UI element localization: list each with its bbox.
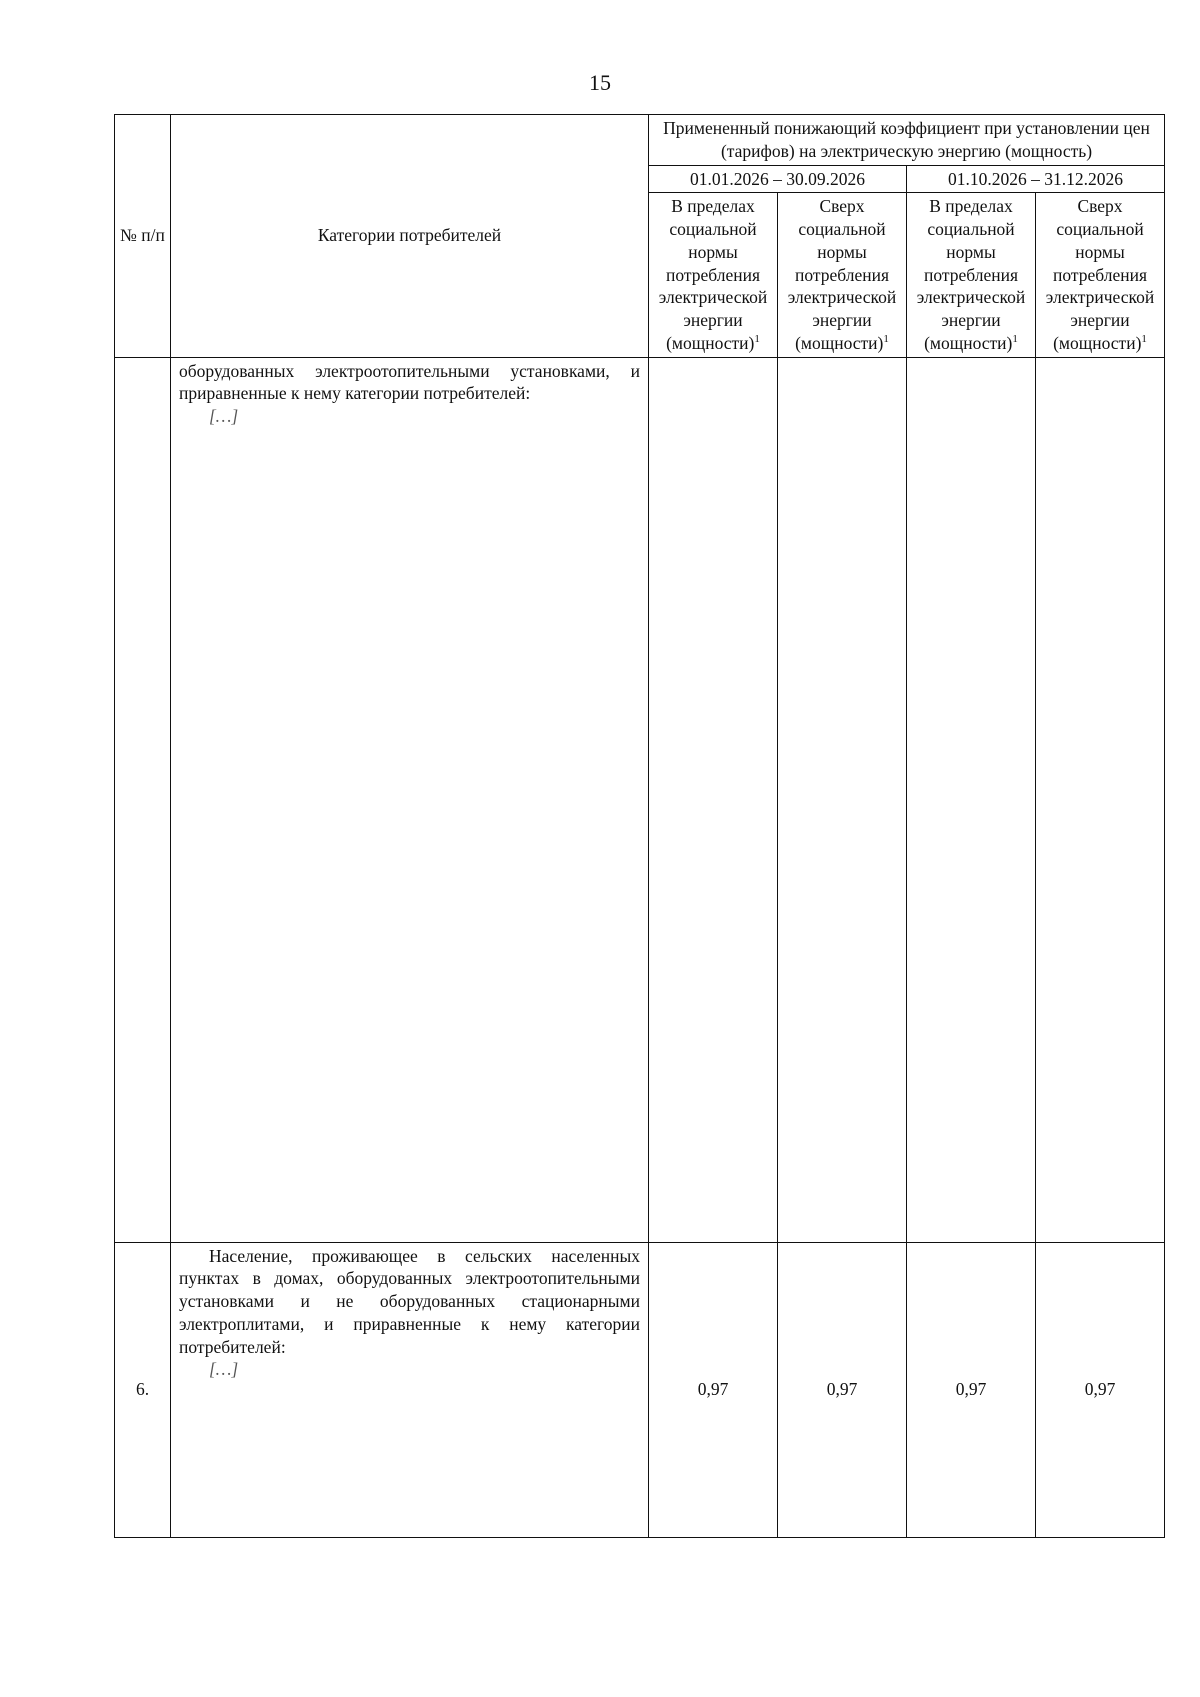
header-within-norm-2: В пределах социальной нормы потребления электрической энергии (мощности)$^1$	[907, 193, 1036, 357]
page-number: 15	[589, 70, 611, 95]
row-number: 6.	[115, 1242, 171, 1537]
header-above-norm-2: Сверх социальной нормы потребления электрической энергии (мощности)$^1$	[1036, 193, 1165, 357]
value-cell	[649, 357, 778, 1242]
table-row	[115, 357, 1165, 1242]
header-period-2: 01.10.2026 – 31.12.2026	[907, 165, 1165, 193]
coefficient-value: 0,97	[1036, 1242, 1165, 1537]
header-period-1: 01.01.2026 – 30.09.2026	[649, 165, 907, 193]
category-cell: Население, проживающее в сельских населенных пунктах в домах, оборудованных электроотопительными установками и не оборудованных стационарными электроплитами, и приравненные к нему категории потребителей: […]	[171, 1242, 649, 1537]
table-row	[115, 1242, 1165, 1537]
coefficient-value: 0,97	[778, 1242, 907, 1537]
coefficient-table	[114, 114, 1165, 1538]
value-cell	[1036, 357, 1165, 1242]
value-cell	[907, 357, 1036, 1242]
coefficient-value: 0,97	[649, 1242, 778, 1537]
header-coefficient: Примененный понижающий коэффициент при установлении цен (тарифов) на электрическую энергию (мощность)	[649, 115, 1165, 166]
value-cell	[778, 357, 907, 1242]
header-above-norm-1: Сверх социальной нормы потребления электрической энергии (мощности)$^1$	[778, 193, 907, 357]
category-cell: оборудованных электроотопительными установками, и приравненные к нему категории потребителей: […]	[171, 357, 649, 1242]
header-within-norm-1: В пределах социальной нормы потребления электрической энергии (мощности)$^1$	[649, 193, 778, 357]
header-num: № п/п	[115, 115, 171, 358]
row-number	[115, 357, 171, 1242]
header-category: Категории потребителей	[171, 115, 649, 358]
coefficient-value: 0,97	[907, 1242, 1036, 1537]
